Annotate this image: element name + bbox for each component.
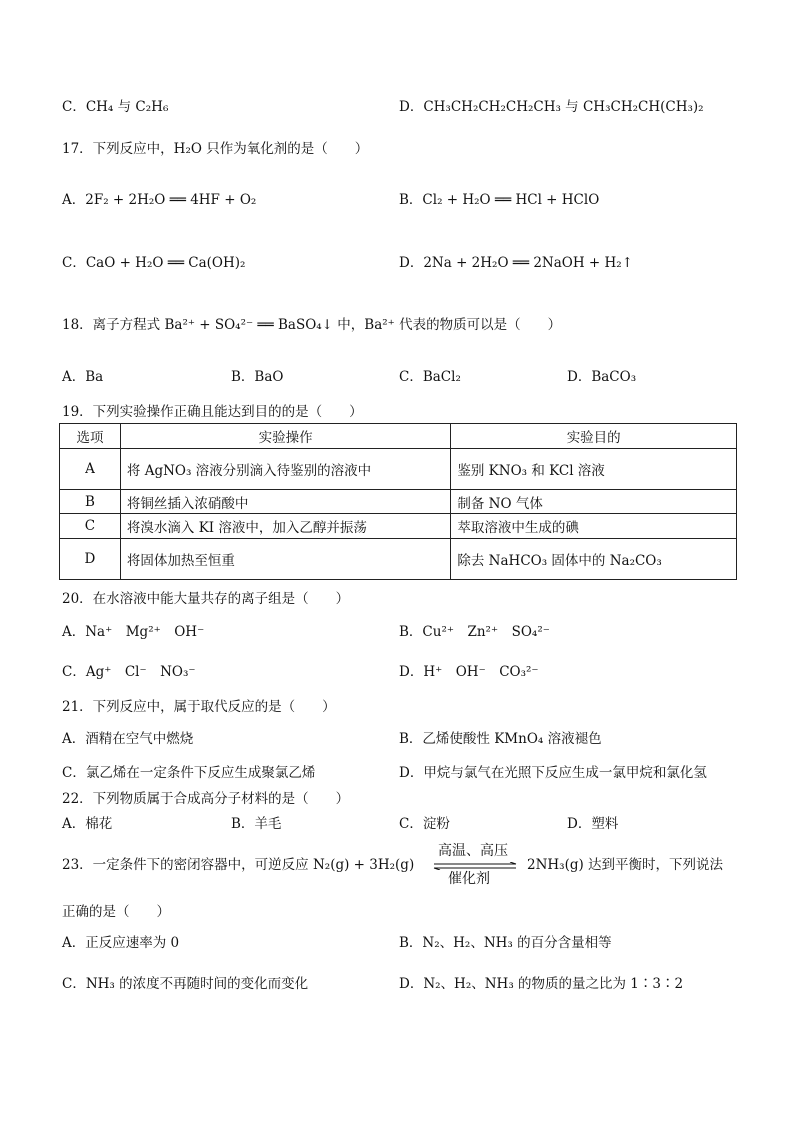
q18-stem: 18．离子方程式 Ba²⁺ + SO₄²⁻ ══ BaSO₄↓ 中，Ba²⁺ 代表的物质可以是（ ） — [62, 317, 562, 333]
q22-option-d: D．塑料 — [567, 816, 619, 832]
table-row — [60, 539, 737, 580]
row-operation: 将 AgNO₃ 溶液分别滴入待鉴别的溶液中 — [120, 449, 450, 490]
q22-option-c: C．淀粉 — [399, 816, 450, 832]
q16-option-d: D．CH₃CH₂CH₂CH₂CH₃ 与 CH₃CH₂CH(CH₃)₂ — [399, 99, 704, 115]
q21-option-a: A．酒精在空气中燃烧 — [62, 731, 194, 747]
q22-option-a: A．棉花 — [62, 816, 113, 832]
q19-table — [59, 423, 737, 580]
table-header-row — [60, 424, 737, 449]
q19-stem: 19．下列实验操作正确且能达到目的的是（ ） — [62, 404, 363, 420]
header-option: 选项 — [60, 424, 121, 449]
row-purpose: 鉴别 KNO₃ 和 KCl 溶液 — [451, 449, 737, 490]
table-row — [60, 449, 737, 490]
q21-option-d: D．甲烷与氯气在光照下反应生成一氯甲烷和氯化氢 — [399, 765, 707, 781]
q23-option-d: D．N₂、H₂、NH₃ 的物质的量之比为 1∶3∶2 — [399, 976, 684, 992]
q20-option-c: C．Ag⁺ Cl⁻ NO₃⁻ — [62, 664, 196, 680]
q17-option-c: C．CaO + H₂O ══ Ca(OH)₂ — [62, 255, 246, 271]
q23-stem-start: 23．一定条件下的密闭容器中，可逆反应 N₂(g) + 3H₂(g) — [62, 857, 415, 873]
row-option: A — [60, 449, 121, 490]
q23-option-c: C．NH₃ 的浓度不再随时间的变化而变化 — [62, 976, 309, 992]
reaction-condition — [432, 840, 518, 890]
q16-option-c: C．CH₄ 与 C₂H₆ — [62, 99, 169, 115]
q20-stem: 20．在水溶液中能大量共存的离子组是（ ） — [62, 591, 350, 607]
q18-option-c: C．BaCl₂ — [399, 369, 461, 385]
q22-stem: 22．下列物质属于合成高分子材料的是（ ） — [62, 791, 350, 807]
row-operation: 将固体加热至恒重 — [120, 539, 450, 580]
q23-stem-line2: 正确的是（ ） — [62, 904, 170, 920]
q20-option-b: B．Cu²⁺ Zn²⁺ SO₄²⁻ — [399, 624, 550, 640]
q23-option-a: A．正反应速率为 0 — [62, 935, 180, 951]
q17-stem: 17．下列反应中，H₂O 只作为氧化剂的是（ ） — [62, 141, 369, 157]
q23-option-b: B．N₂、H₂、NH₃ 的百分含量相等 — [399, 935, 612, 951]
reversible-arrow-icon — [432, 862, 518, 870]
row-purpose: 萃取溶液中生成的碘 — [451, 514, 737, 539]
row-purpose: 制备 NO 气体 — [451, 490, 737, 514]
row-purpose: 除去 NaHCO₃ 固体中的 Na₂CO₃ — [451, 539, 737, 580]
q22-option-b: B．羊毛 — [231, 816, 282, 832]
q23-stem-end: 2NH₃(g) 达到平衡时，下列说法 — [527, 857, 724, 873]
q18-option-d: D．BaCO₃ — [567, 369, 637, 385]
condition-bottom-label: 催化剂 — [448, 871, 490, 887]
q18-option-a: A．Ba — [62, 369, 104, 385]
table-row — [60, 514, 737, 539]
q21-option-c: C．氯乙烯在一定条件下反应生成聚氯乙烯 — [62, 765, 316, 781]
row-option: D — [60, 539, 121, 580]
q21-option-b: B．乙烯使酸性 KMnO₄ 溶液褪色 — [399, 731, 602, 747]
row-option: B — [60, 490, 121, 514]
q17-option-b: B．Cl₂ + H₂O ══ HCl + HClO — [399, 192, 600, 208]
q18-option-b: B．BaO — [231, 369, 284, 385]
q17-option-d: D．2Na + 2H₂O ══ 2NaOH + H₂↑ — [399, 255, 634, 271]
condition-top-label: 高温、高压 — [438, 843, 508, 859]
header-operation: 实验操作 — [120, 424, 450, 449]
q20-option-d: D．H⁺ OH⁻ CO₃²⁻ — [399, 664, 539, 680]
q17-option-a: A．2F₂ + 2H₂O ══ 4HF + O₂ — [62, 192, 257, 208]
row-option: C — [60, 514, 121, 539]
q21-stem: 21．下列反应中，属于取代反应的是（ ） — [62, 699, 336, 715]
header-purpose: 实验目的 — [451, 424, 737, 449]
q20-option-a: A．Na⁺ Mg²⁺ OH⁻ — [62, 624, 205, 640]
table-row — [60, 490, 737, 514]
row-operation: 将溴水滴入 KI 溶液中，加入乙醇并振荡 — [120, 514, 450, 539]
row-operation: 将铜丝插入浓硝酸中 — [120, 490, 450, 514]
